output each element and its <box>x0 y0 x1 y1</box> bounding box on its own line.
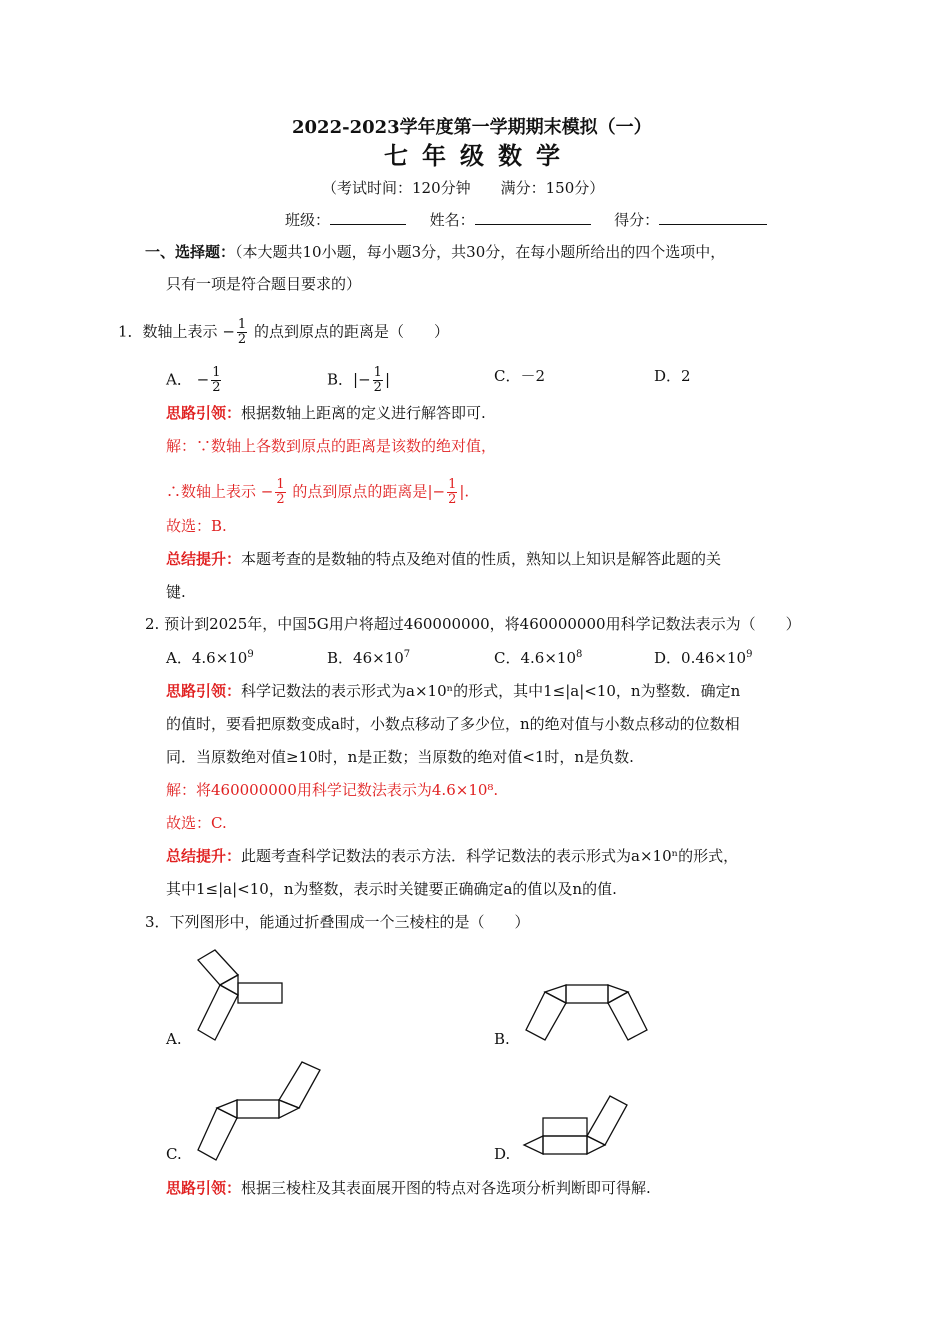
grade-subject: 七年级数学 <box>384 141 574 170</box>
q2-option-b[interactable]: B．$46\times 10^7$ <box>327 649 411 667</box>
exam-title: 2022-2023学年度第一学期期末模拟（一） <box>292 117 652 138</box>
q1-solution-1: 解：∵数轴上各数到原点的距离是该数的绝对值， <box>166 437 497 455</box>
q1-choice: 故选：B. <box>166 517 227 535</box>
score-field[interactable] <box>659 210 767 225</box>
exam-info: （考试时间：120分钟 满分：150分） <box>322 179 605 197</box>
class-field[interactable] <box>330 210 406 225</box>
q2-option-c[interactable]: C．$4.6\times 10^8$ <box>494 649 583 667</box>
q3-option-a-label[interactable]: A. <box>166 1030 182 1048</box>
q3-figure-b <box>526 985 647 1040</box>
q2-solution: 解：将460000000用科学记数法表示为4.6×10⁸. <box>166 781 499 799</box>
q3-option-c-label[interactable]: C. <box>166 1145 182 1163</box>
section-heading: 一、选择题：（本大题共10小题，每小题3分，共30分，在每小题所给出的四个选项中， <box>145 243 726 261</box>
q2-choice: 故选：C. <box>166 814 227 832</box>
q3-figure-a <box>198 950 282 1040</box>
q2-hint-1: 思路引领：科学记数法的表示形式为a×10ⁿ的形式，其中1≤|a|<10，n为整数．确定n <box>166 682 741 700</box>
q2-option-a[interactable]: A．$4.6\times 10^9$ <box>166 649 254 667</box>
name-label: 姓名： <box>429 211 475 229</box>
q1-option-b[interactable]: B．|− $\frac{1}{2}$ | <box>327 365 390 395</box>
q2-stem: 2. 预计到2025年，中国5G用户将超过460000000，将460000000用科学记数法表示为（ ） <box>145 615 801 633</box>
q1-summary-1: 总结提升：本题考查的是数轴的特点及绝对值的性质，熟知以上知识是解答此题的关 <box>166 550 722 568</box>
q1-option-a[interactable]: A． − $\frac{1}{2}$ <box>166 365 221 395</box>
q3-option-d-label[interactable]: D. <box>494 1145 511 1163</box>
score-label: 得分： <box>614 211 660 229</box>
q3-option-b-label[interactable]: B. <box>494 1030 510 1048</box>
q2-hint-3: 同．当原数绝对值≥10时，n是正数；当原数的绝对值<1时，n是负数. <box>166 748 634 766</box>
q1-option-c[interactable]: C．－2 <box>494 367 546 385</box>
q2-option-d[interactable]: D．$0.46\times 10^9$ <box>654 649 753 667</box>
name-field[interactable] <box>475 210 591 225</box>
q3-stem: 3．下列图形中，能通过折叠围成一个三棱柱的是（ ） <box>145 913 530 931</box>
q1-summary-2: 键. <box>166 583 186 601</box>
q1-option-d[interactable]: D．2 <box>654 367 691 385</box>
q3-hint: 思路引领：根据三棱柱及其表面展开图的特点对各选项分析判断即可得解. <box>166 1179 651 1197</box>
q2-summary-2: 其中1≤|a|<10，n为整数，表示时关键要正确确定a的值以及n的值. <box>166 880 617 898</box>
student-info-row <box>285 210 767 230</box>
q1-hint: 思路引领：根据数轴上距离的定义进行解答即可. <box>166 404 486 422</box>
q1-solution-2: ∴数轴上表示 − $\frac{1}{2}$ 的点到原点的距离是|− $\frac{1}{2}$ |. <box>166 477 470 507</box>
q1-stem: 1．数轴上表示 − $\frac{1}{2}$ 的点到原点的距离是（ ） <box>118 317 449 347</box>
q3-figure-c <box>198 1062 320 1160</box>
q3-figure-d <box>524 1096 627 1154</box>
section-desc-2: 只有一项是符合题目要求的） <box>166 275 362 293</box>
q3-figures <box>0 940 950 1180</box>
q2-hint-2: 的值时，要看把原数变成a时，小数点移动了多少位，n的绝对值与小数点移动的位数相 <box>166 715 740 733</box>
q2-summary-1: 总结提升：此题考查科学记数法的表示方法．科学记数法的表示形式为a×10ⁿ的形式， <box>166 847 739 865</box>
class-label: 班级： <box>285 211 331 229</box>
